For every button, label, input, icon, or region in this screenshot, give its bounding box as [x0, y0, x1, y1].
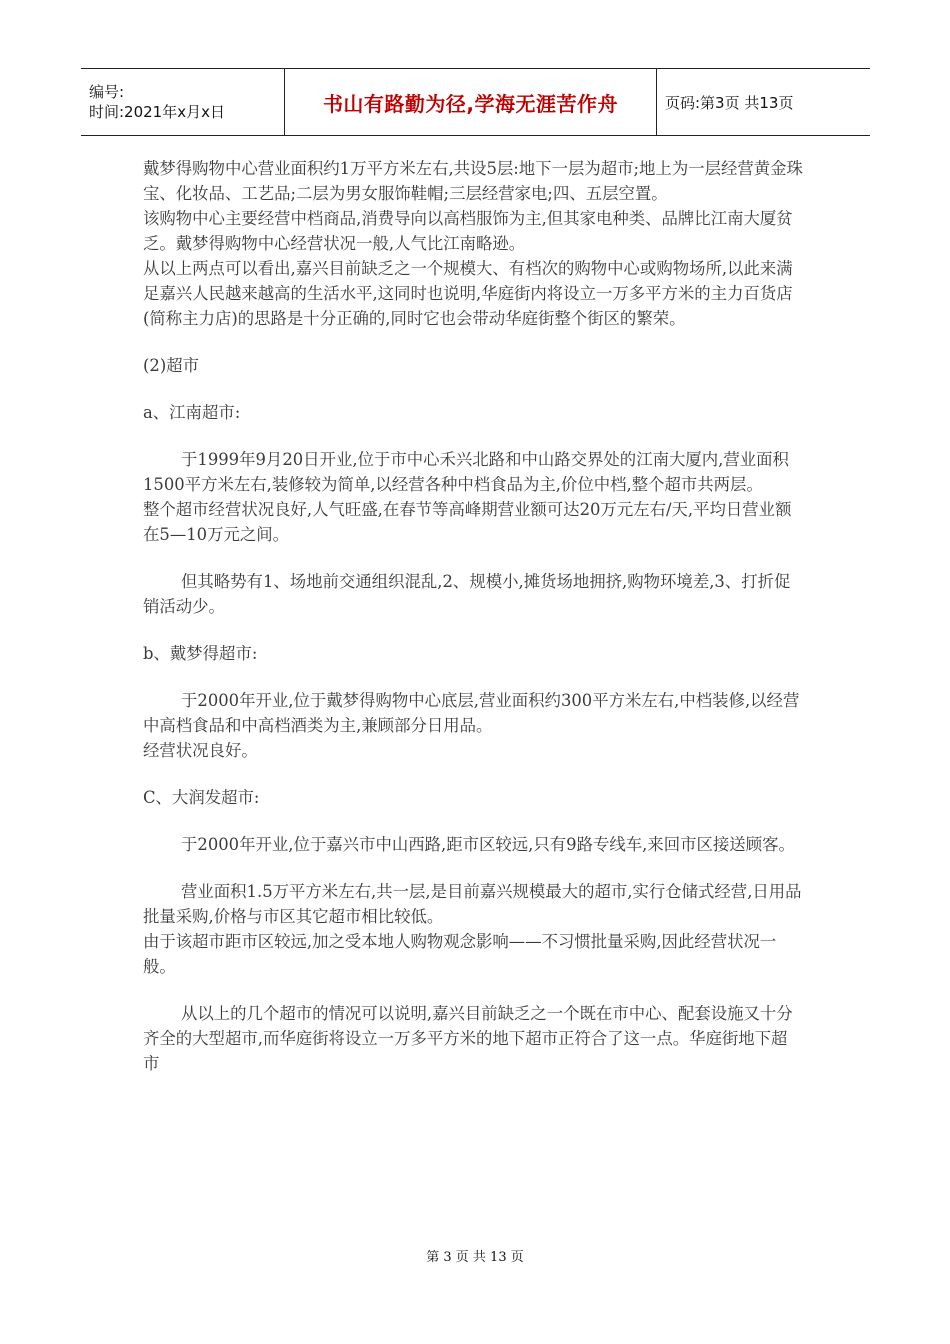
paragraph: 但其略势有1、场地前交通组织混乱,2、规模小,摊货场地拥挤,购物环境差,3、打折促销活动少。: [143, 572, 791, 616]
paragraph: 该购物中心主要经营中档商品,消费导向以高档服饰为主,但其家电种类、品牌比江南大厦贫乏。戴梦得购物中心经营状况一般,人气比江南略逊。: [143, 209, 793, 253]
subsection-heading: a、江南超市:: [143, 403, 241, 422]
document-date-label: 时间:2021年x月x日: [89, 103, 225, 121]
paragraph: 整个超市经营状况良好,人气旺盛,在春节等高峰期营业额可达20万元左右/天,平均日营业额在5—10万元之间。: [143, 500, 792, 544]
paragraph: 戴梦得购物中心营业面积约1万平方米左右,共设5层:地下一层为超市;地上为一层经营黄金珠宝、化妆品、工艺品;二层为男女服饰鞋帽;三层经营家电;四、五层空置。: [143, 159, 803, 203]
paragraph: 从以上两点可以看出,嘉兴目前缺乏之一个规模大、有档次的购物中心或购物场所,以此来满足嘉兴人民越来越高的生活水平,这同时也说明,华庭街内将设立一万多平方米的主力百货店(简称主力店)的思路是十分正确的,同时它也会带动华庭街整个街区的繁荣。: [143, 259, 793, 328]
document-body: [143, 156, 803, 1076]
paragraph: 于2000年开业,位于戴梦得购物中心底层,营业面积约300平方米左右,中档装修,以经营中高档食品和中高档酒类为主,兼顾部分日用品。: [143, 691, 800, 735]
section-heading: (2)超市: [143, 356, 199, 375]
header-motto-cell: [284, 69, 657, 135]
paragraph: 由于该超市距市区较远,加之受本地人购物观念影响——不习惯批量采购,因此经营状况一般。: [143, 932, 777, 976]
header-page-cell: [657, 69, 870, 135]
subsection-heading: C、大润发超市:: [143, 788, 260, 807]
paragraph: 营业面积1.5万平方米左右,共一层,是目前嘉兴规模最大的超市,实行仓储式经营,日用品批量采购,价格与市区其它超市相比较低。: [143, 882, 802, 926]
header-page-number: 页码:第3页 共13页: [665, 93, 794, 112]
paragraph: 从以上的几个超市的情况可以说明,嘉兴目前缺乏之一个既在市中心、配套设施又十分齐全的大型超市,而华庭街将设立一万多平方米的地下超市正符合了这一点。华庭街地下超市: [143, 1004, 793, 1073]
paragraph: 于2000年开业,位于嘉兴市中山西路,距市区较远,只有9路专线车,来回市区接送顾客。: [181, 835, 795, 854]
paragraph: 于1999年9月20日开业,位于市中心禾兴北路和中山路交界处的江南大厦内,营业面积1500平方米左右,装修较为简单,以经营各种中档食品为主,价位中档,整个超市共两层。: [143, 450, 789, 494]
page-footer: 第 3 页 共 13 页: [426, 1250, 524, 1265]
header-motto: 书山有路勤为径,学海无涯苦作舟: [322, 91, 619, 116]
subsection-heading: b、戴梦得超市:: [143, 644, 258, 663]
document-number-label: 编号:: [89, 83, 125, 101]
header-meta: [81, 69, 284, 135]
page-header: [81, 68, 870, 136]
paragraph: 经营状况良好。: [143, 741, 258, 760]
